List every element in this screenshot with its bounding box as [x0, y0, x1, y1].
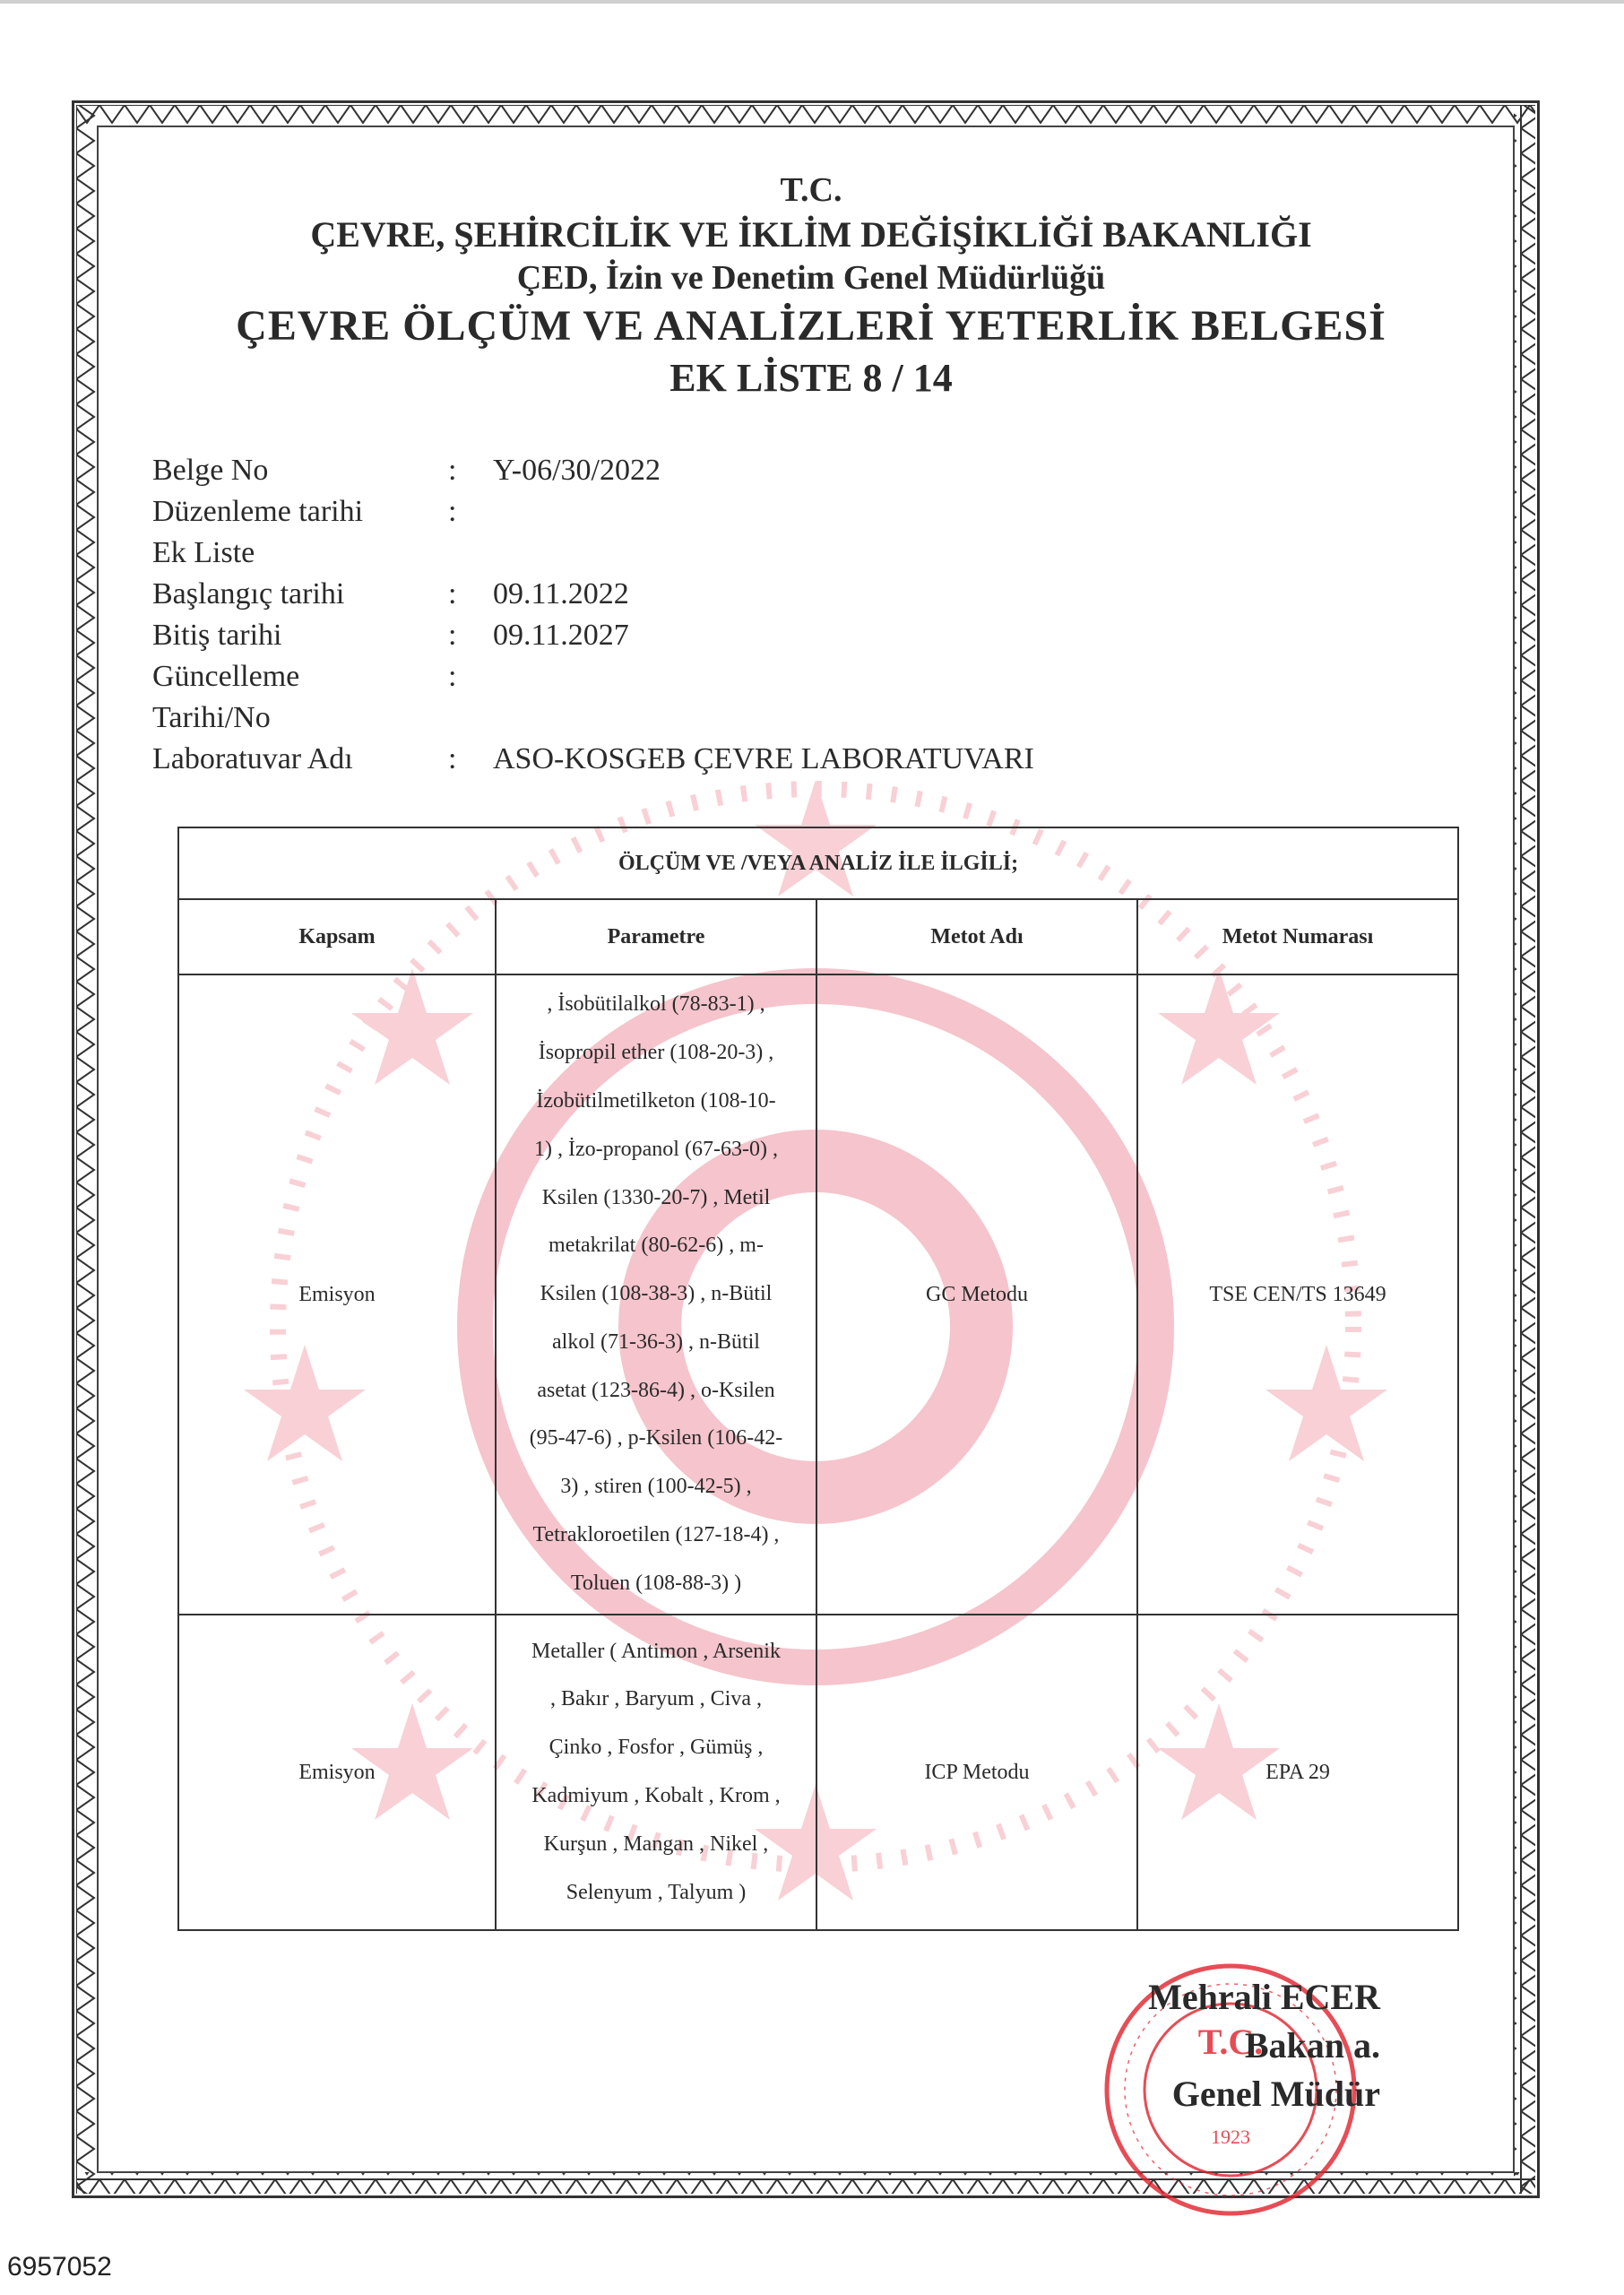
info-label: Düzenleme tarihi — [152, 495, 364, 528]
header-ministry: ÇEVRE, ŞEHİRCİLİK VE İKLİM DEĞİŞİKLİĞİ BAKANLIĞI — [310, 214, 1312, 255]
param-line: , İsobütilalkol (78-83-1) , — [547, 992, 765, 1017]
header-department: ÇED, İzin ve Denetim Genel Müdürlüğü — [516, 259, 1106, 297]
info-value: ASO-KOSGEB ÇEVRE LABORATUVARI — [493, 742, 1034, 775]
param-line: metakrilat (80-62-6) , m- — [549, 1234, 764, 1258]
info-label: Güncelleme — [152, 660, 300, 693]
param-line: Metaller ( Antimon , Arsenik — [531, 1639, 781, 1663]
cell-parametre — [496, 1615, 816, 1930]
param-line: Ksilen (108-38-3) , n-Bütil — [540, 1282, 773, 1306]
column-header: Kapsam — [178, 899, 496, 974]
column-header: Parametre — [496, 899, 816, 974]
table-row — [178, 1615, 1458, 1930]
stamp-year: 1923 — [1211, 2126, 1250, 2148]
info-value: 09.11.2027 — [493, 619, 629, 652]
info-label: Bitiş tarihi — [152, 619, 282, 652]
param-line: Toluen (108-88-3) ) — [570, 1571, 742, 1595]
param-line: Tetrakloroetilen (127-18-4) , — [532, 1523, 780, 1547]
document-number: 6957052 — [7, 2252, 112, 2282]
info-colon: : — [448, 619, 457, 652]
column-header: Metot Adı — [816, 899, 1137, 974]
param-line: (95-47-6) , p-Ksilen (106-42- — [529, 1426, 783, 1451]
info-colon: : — [448, 577, 457, 611]
param-line: 1) , İzo-propanol (67-63-0) , — [534, 1137, 778, 1161]
analysis-table — [177, 827, 1459, 1931]
param-line: Çinko , Fosfor , Gümüş , — [549, 1736, 764, 1760]
signatory-title-2: Genel Müdür — [1171, 2074, 1380, 2114]
cell-kapsam: Emisyon — [178, 1615, 496, 1930]
cell-metot-adi: GC Metodu — [816, 974, 1137, 1615]
info-colon: : — [448, 660, 457, 693]
table-title-row — [178, 827, 1458, 899]
info-label: Belge No — [152, 454, 269, 487]
info-value: 09.11.2022 — [493, 577, 629, 611]
signatory-name: Mehrali ECER — [1148, 1977, 1380, 2017]
param-line: Kadmiyum , Kobalt , Krom , — [531, 1784, 781, 1807]
param-line: 3) , stiren (100-42-5) , — [560, 1475, 752, 1499]
param-line: İzobütilmetilketon (108-10- — [536, 1088, 776, 1113]
cell-kapsam: Emisyon — [178, 974, 496, 1615]
param-line: Kurşun , Mangan , Nikel , — [543, 1832, 769, 1856]
column-header: Metot Numarası — [1137, 899, 1458, 974]
cell-metot-no: TSE CEN/TS 13649 — [1137, 974, 1458, 1615]
param-line: Ksilen (1330-20-7) , Metil — [541, 1185, 771, 1209]
top-rule — [0, 0, 1624, 4]
info-label: Başlangıç tarihi — [152, 577, 345, 611]
table-header-row — [178, 899, 1458, 974]
header-tc: T.C. — [780, 171, 842, 209]
param-line: Selenyum , Talyum ) — [566, 1880, 747, 1904]
signatory-title-1: Bakan a. — [1244, 2025, 1380, 2066]
table-title: ÖLÇÜM VE /VEYA ANALİZ İLE İLGİLİ; — [178, 827, 1458, 899]
info-colon: : — [448, 495, 457, 528]
cell-metot-adi: ICP Metodu — [816, 1615, 1137, 1930]
param-line: İsopropil ether (108-20-3) , — [538, 1041, 774, 1065]
cell-parametre — [496, 974, 816, 1615]
info-value: Y-06/30/2022 — [493, 454, 661, 487]
info-colon: : — [448, 454, 457, 487]
param-line: , Bakır , Baryum , Civa , — [550, 1687, 762, 1711]
param-line: alkol (71-36-3) , n-Bütil — [552, 1329, 760, 1354]
info-label: Tarihi/No — [152, 701, 271, 734]
info-label: Laboratuvar Adı — [152, 742, 353, 775]
info-label: Ek Liste — [152, 536, 255, 569]
param-line: asetat (123-86-4) , o-Ksilen — [537, 1378, 775, 1402]
header-certificate-title: ÇEVRE ÖLÇÜM VE ANALİZLERİ YETERLİK BELGESİ — [236, 302, 1386, 350]
info-colon: : — [448, 742, 457, 775]
table-row — [178, 974, 1458, 1615]
svg-text:T.C.: T.C. — [1197, 2022, 1264, 2062]
cell-metot-no: EPA 29 — [1137, 1615, 1458, 1930]
header-list-number: EK LİSTE 8 / 14 — [669, 356, 953, 400]
